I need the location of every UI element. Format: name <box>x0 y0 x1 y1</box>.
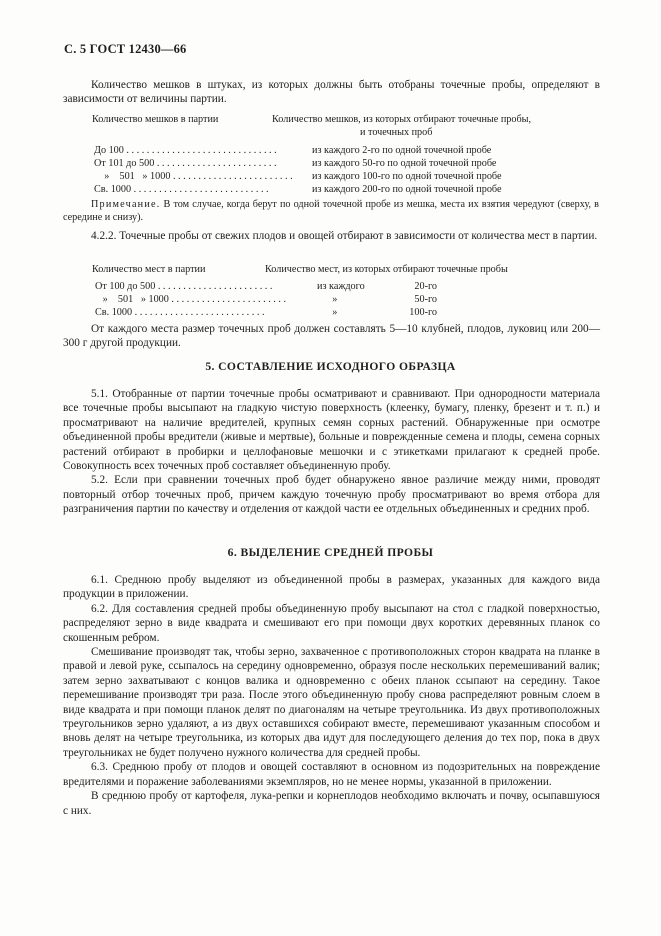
table2-col1-header: Количество мест в партии <box>92 264 206 275</box>
table2-cell-word: » <box>317 307 338 319</box>
table1-cell-range: Св. 1000 . . . . . . . . . . . . . . . . . . . . . . . . . . . <box>94 184 269 196</box>
table2-cell-word: из каждого <box>317 281 365 292</box>
table1-row <box>94 170 502 183</box>
note-block <box>63 198 599 224</box>
intro-paragraph-block <box>63 78 600 107</box>
table1-col1-header: Количество мешков в партии <box>92 114 219 125</box>
intro-paragraph: Количество мешков в штуках, из которых должны быть отобраны точечные пробы, определяют в зависимости от величины партии. <box>63 79 600 106</box>
table2-cell-range: Св. 1000 . . . . . . . . . . . . . . . . . . . . . . . . . . <box>95 307 265 319</box>
table2-cell-range: От 100 до 500 . . . . . . . . . . . . . . . . . . . . . . . <box>95 281 273 292</box>
section-5-heading: 5. СОСТАВЛЕНИЕ ИСХОДНОГО ОБРАЗЦА <box>205 360 456 373</box>
table2-cell-word: » <box>317 294 338 306</box>
note-label: Примечание. <box>91 199 161 210</box>
table1-cell-value: из каждого 2-го по одной точечной пробе <box>312 145 492 156</box>
paragraph-4-2-2: 4.2.2. Точечные пробы от свежих плодов и овощей отбирают в зависимости от количества мест в партии. <box>91 230 598 242</box>
table2-body <box>95 280 437 319</box>
paragraph-5-2: 5.2. Если при сравнении точечных проб будет обнаружено явное различие между ними, проводят повторный отбор точечных проб, причем каждую точечную пробу просматривают во время отбора для разграничения партии по качеству и отделения от каждой части ее отдельных объединенных и средних проб. <box>63 474 600 516</box>
section-6-block <box>63 573 600 818</box>
table1-cell-range: От 101 до 500 . . . . . . . . . . . . . . . . . . . . . . . . <box>94 158 277 170</box>
paragraph-sample-size: От каждого места размер точечных проб должен составлять 5—10 клубней, плодов, луковиц или 200—300 г другой продукции. <box>63 323 600 350</box>
table1-cell-range: » 501 » 1000 . . . . . . . . . . . . . . . . . . . . . . . . <box>94 171 293 183</box>
paragraph-6-1: 6.1. Среднюю пробу выделяют из объединенной пробы в размерах, указанных для каждого вида продукции в приложении. <box>63 574 600 601</box>
note-paragraph <box>63 198 599 224</box>
table2-row <box>95 306 437 319</box>
table1-cell-value: из каждого 200-го по одной точечной пробе <box>312 184 502 196</box>
table1-cell-value: из каждого 50-го по одной точечной пробе <box>312 158 497 170</box>
size-paragraph-block <box>63 322 600 351</box>
table2-cell-value: 20-го <box>414 281 437 292</box>
page-header: С. 5 ГОСТ 12430—66 <box>64 42 187 56</box>
note-text: В том случае, когда берут по одной точечной пробе из мешка, места их взятия чередуют (сверху, в середине и снизу). <box>63 199 599 223</box>
p422-block <box>63 229 600 243</box>
paragraph-6-2: 6.2. Для составления средней пробы объединенную пробу высыпают на стол с гладкой поверхностью, распределяют зерно в виде квадрата и смешивают его при помощи двух коротких деревянных планок со скошенным ребром. <box>63 602 600 644</box>
table2-row <box>95 293 437 306</box>
table1-body <box>94 144 502 196</box>
paragraph-potato: В среднюю пробу от картофеля, лука-репки и корнеплодов необходимо включать и почву, осыпавшуюся с них. <box>63 790 600 817</box>
section-5-block <box>63 387 600 517</box>
paragraph-5-1: 5.1. Отобранные от партии точечные пробы осматривают и сравнивают. При однородности материала все точечные пробы высыпают на гладкую чистую поверхность (клеенку, бумагу, пленку, брезент и т. п.) и просматривают на наличие вредителей, крупных семян сорных растений. Обнаруженные при осмотре объединенной пробы вредители (живые и мертвые), больные и поврежденные семена и плоды, семена сорных растений отбирают в пробирки и целлофановые мешочки и с этикетками прилагают к средней пробе. Совокупность всех точечных проб составляет объединенную пробу. <box>63 388 600 473</box>
table2-col2-header: Количество мест, из которых отбирают точечные пробы <box>265 264 508 275</box>
table1-row <box>94 144 502 157</box>
paragraph-6-3: 6.3. Среднюю пробу от плодов и овощей составляют в основном из подозрительных на повреждение вредителями и поражение заболеваниями экземпляров, но не менее нормы, указанной в приложении. <box>63 761 600 788</box>
table2-cell-value: 100-го <box>409 307 437 319</box>
paragraph-mixing: Смешивание производят так, чтобы зерно, захваченное с противоположных сторон квадрата на планке в правой и левой руке, ссыпалось на середину одновременно, образуя после нескольких перемешиваний валик; затем зерно захватывают с концов валика и одновременно с обеих планок ссыпают на середину. Такое перемешивание производят три раза. После этого объединенную пробу снова распределяют ровным слоем в виде квадрата и при помощи планок делят по диагоналям на четыре треугольника. Из двух противоположных треугольников зерно удаляют, а из двух оставшихся собирают вместе, перемешивают указанным способом и вновь делят на четыре треугольника, из которых два идут для последующего деления до тех пор, пока в двух треугольниках не будет получено нужного количества для средней пробы. <box>63 646 600 759</box>
table2-cell-value: 50-го <box>414 294 437 306</box>
table1-cell-value: из каждого 100-го по одной точечной пробе <box>312 171 502 183</box>
section-6-heading: 6. ВЫДЕЛЕНИЕ СРЕДНЕЙ ПРОБЫ <box>227 546 434 559</box>
table1-row <box>94 157 502 170</box>
table2-cell-range: » 501 » 1000 . . . . . . . . . . . . . . . . . . . . . . . <box>95 294 287 306</box>
table1-col2-header-line1: Количество мешков, из которых отбирают точечные пробы, <box>272 114 532 125</box>
table2-row <box>95 280 437 293</box>
table1-col2-header-line2: и точечных проб <box>360 127 433 138</box>
table1-row <box>94 183 502 196</box>
table1-cell-range: До 100 . . . . . . . . . . . . . . . . . . . . . . . . . . . . . . <box>94 145 277 156</box>
